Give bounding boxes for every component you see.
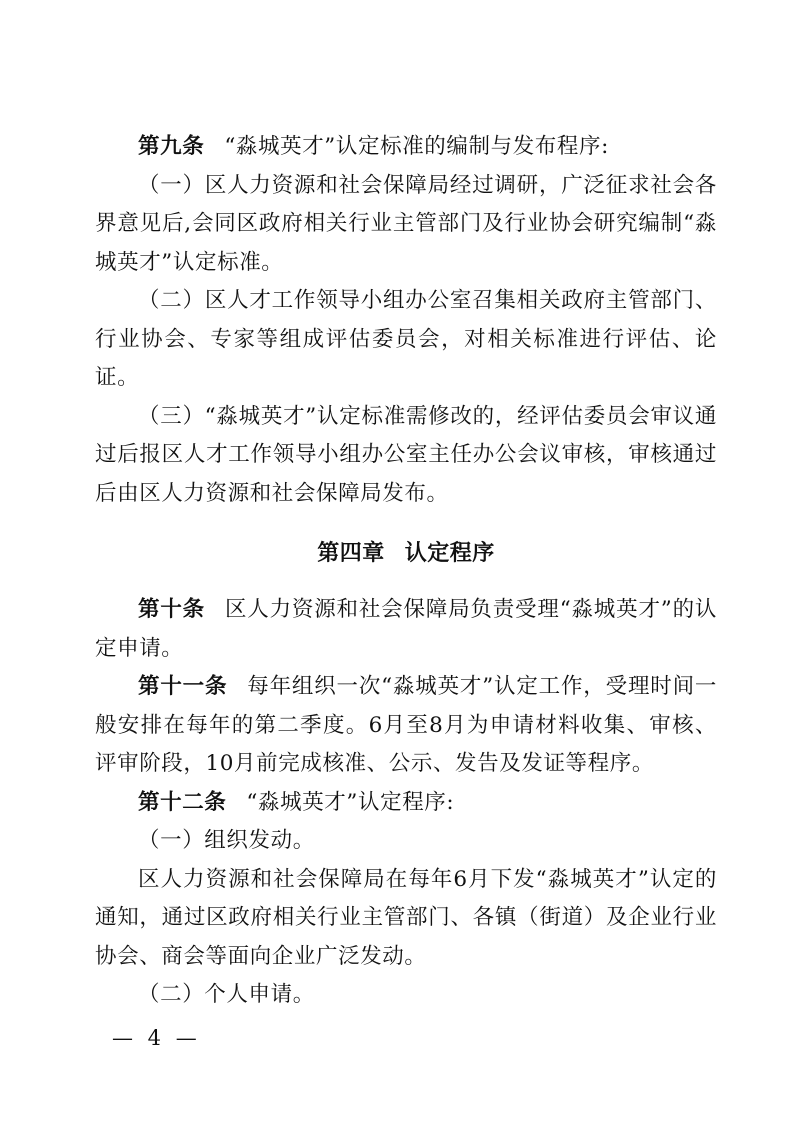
- article-9-item-2: （二）区人才工作领导小组办公室召集相关政府主管部门、行业协会、专家等组成评估委员会，对相关标准进行评估、论证。: [95, 288, 717, 390]
- document-body: [95, 128, 717, 1015]
- article-12-item-1-title: （一）组织发动。: [138, 828, 315, 853]
- article-10-label: 第十条: [138, 597, 205, 622]
- article-12-heading: [95, 784, 717, 823]
- article-9-heading: [95, 128, 717, 167]
- article-11: [95, 668, 717, 784]
- chapter-4-title: 认定程序: [404, 540, 495, 566]
- chapter-4-heading: [95, 533, 717, 573]
- article-11-label: 第十一条: [138, 674, 228, 699]
- article-10-text: 区人力资源和社会保障局负责受理“淼城英才”的认定申请。: [95, 597, 717, 661]
- article-12-label: 第十二条: [138, 789, 227, 815]
- article-12-item-1-text: 区人力资源和社会保障局在每年6月下发“淼城英才”认定的通知，通过区政府相关行业主管部门、各镇（街道）及企业行业协会、商会等面向企业广泛发动。: [95, 866, 717, 969]
- article-11-text: 每年组织一次“淼城英才”认定工作，受理时间一般安排在每年的第二季度。6月至8月为申请材料收集、审核、评审阶段，10月前完成核准、公示、发告及发证等程序。: [95, 674, 717, 776]
- article-9-label: 第九条: [138, 134, 205, 159]
- article-9-item-1: （一）区人力资源和社会保障局经过调研，广泛征求社会各界意见后,会同区政府相关行业主管部门及行业协会研究编制“淼城英才”认定标准。: [95, 172, 717, 275]
- article-10: [95, 591, 717, 668]
- article-9-item-3: （三）“淼城英才”认定标准需修改的，经评估委员会审议通过后报区人才工作领导小组办公室主任办公会议审核，审核通过后由区人力资源和社会保障局发布。: [95, 403, 717, 506]
- page-number: — 4 —: [112, 1026, 201, 1050]
- chapter-4-label: 第四章: [317, 540, 385, 566]
- article-12-title: “淼城英才”认定程序:: [246, 789, 455, 815]
- article-9-title: “淼城英才”认定标准的编制与发布程序:: [224, 134, 609, 159]
- article-12-item-2-title: （二）个人申请。: [138, 982, 315, 1007]
